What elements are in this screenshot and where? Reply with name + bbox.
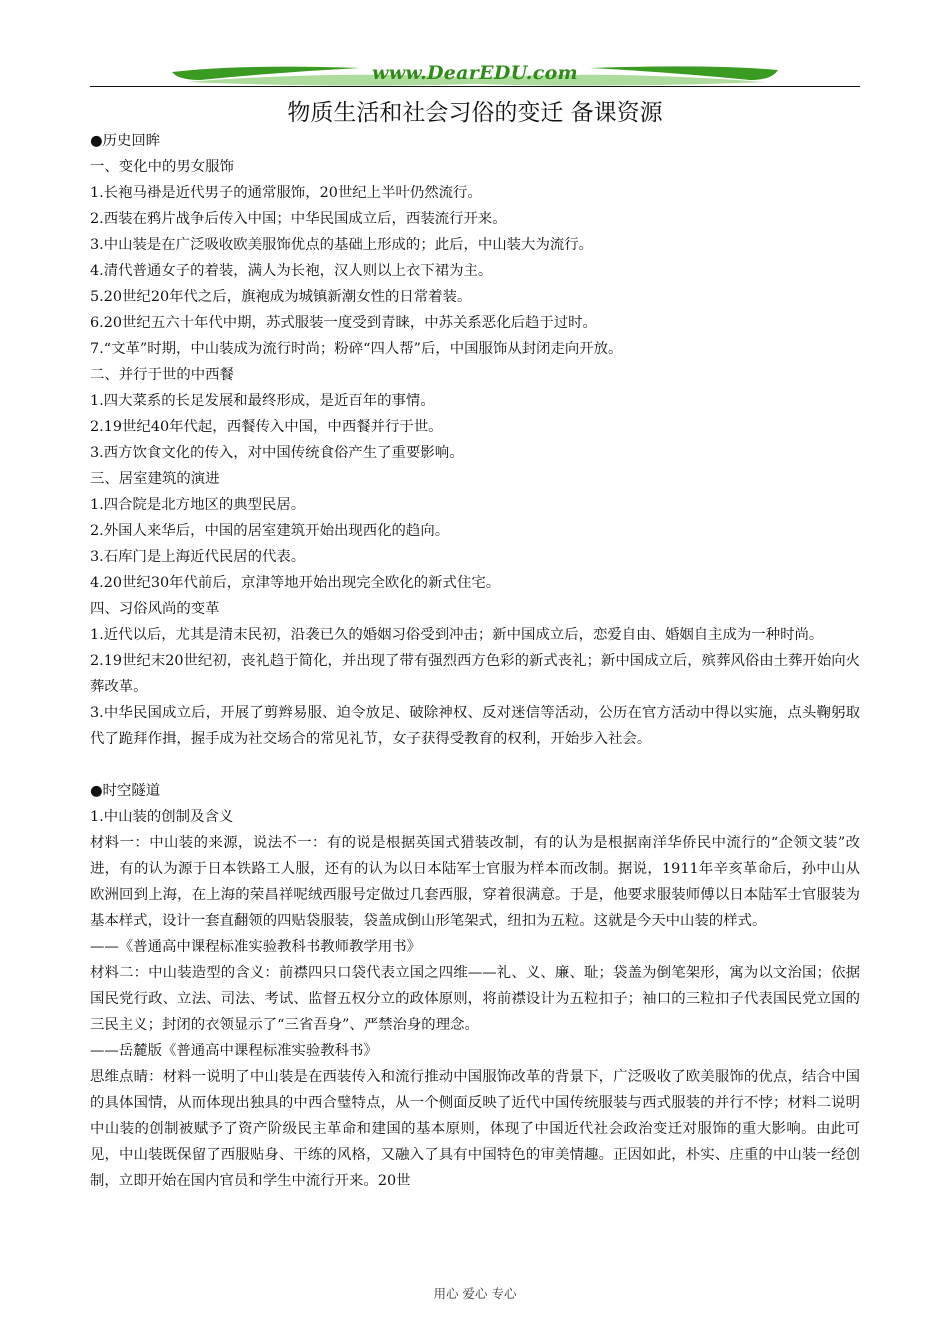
paragraph: 材料一：中山装的来源，说法不一：有的说是根据英国式猎装改制，有的认为是根据南洋华侨民中流行的“企领文装”改进，有的认为源于日本铁路工人服，还有的认为以日本陆军士官服为样本而改制。据说，1911年辛亥革命后，孙中山从欧洲回到上海，在上海的荣昌祥呢绒西服号定做过几套西服，穿着很满意。于是，他要求服装师傅以日本陆军士官服装为基本样式，设计一套直翻领的四贴袋服装，袋盖成倒山形笔架式，纽扣为五粒。这就是今天中山装的样式。 bbox=[90, 835, 860, 929]
paragraph: 2.19世纪40年代起，西餐传入中国，中西餐并行于世。 bbox=[90, 419, 443, 435]
paragraph: 3.中山装是在广泛吸收欧美服饰优点的基础上形成的；此后，中山装大为流行。 bbox=[90, 237, 594, 253]
paragraph: 6.20世纪五六十年代中期，苏式服装一度受到青睐，中苏关系恶化后趋于过时。 bbox=[90, 315, 597, 331]
paragraph: 1.四大菜系的长足发展和最终形成，是近百年的事情。 bbox=[90, 393, 435, 409]
paragraph: 1.四合院是北方地区的典型民居。 bbox=[90, 497, 306, 513]
subheading: 二、并行于世的中西餐 bbox=[90, 367, 234, 383]
paragraph: 2.西装在鸦片战争后传入中国；中华民国成立后，西装流行开来。 bbox=[90, 211, 507, 227]
source-citation: ——岳麓版《普通高中课程标准实验教科书》 bbox=[90, 1043, 378, 1059]
paragraph: 3.西方饮食文化的传入，对中国传统食俗产生了重要影响。 bbox=[90, 445, 464, 461]
subheading: 一、变化中的男女服饰 bbox=[90, 159, 234, 175]
section-heading: ●历史回眸 bbox=[90, 133, 161, 149]
blank-line bbox=[90, 752, 860, 778]
paragraph: 3.中华民国成立后，开展了剪辫易服、迫令放足、破除神权、反对迷信等活动，公历在官方活动中得以实施，点头鞠躬取代了跪拜作揖，握手成为社交场合的常见礼节，女子获得受教育的权利，开始步入社会。 bbox=[90, 705, 860, 747]
paragraph: 5.20世纪20年代之后，旗袍成为城镇新潮女性的日常着装。 bbox=[90, 289, 472, 305]
header-rule bbox=[90, 86, 860, 87]
paragraph: 7.“文革”时期，中山装成为流行时尚；粉碎“四人帮”后，中国服饰从封闭走向开放。 bbox=[90, 341, 623, 357]
paragraph: 材料二：中山装造型的含义：前襟四只口袋代表立国之四维——礼、义、廉、耻；袋盖为倒笔架形，寓为以文治国；依据国民党行政、立法、司法、考试、监督五权分立的政体原则，将前襟设计为五粒扣子；袖口的三粒扣子代表国民党立国的三民主义；封闭的衣领显示了“三省吾身”、严禁治身的理念。 bbox=[90, 965, 860, 1033]
page-footer: 用心 爱心 专心 bbox=[433, 1286, 517, 1301]
paragraph: 2.外国人来华后，中国的居室建筑开始出现西化的趋向。 bbox=[90, 523, 450, 539]
paragraph: 3.石库门是上海近代民居的代表。 bbox=[90, 549, 306, 565]
paragraph: 4.20世纪30年代前后，京津等地开始出现完全欧化的新式住宅。 bbox=[90, 575, 501, 591]
paragraph: 1.长袍马褂是近代男子的通常服饰，20世纪上半叶仍然流行。 bbox=[90, 185, 482, 201]
page-title: 物质生活和社会习俗的变迁 备课资源 bbox=[287, 100, 663, 126]
paragraph: 1.近代以后，尤其是清末民初，沿袭已久的婚姻习俗受到冲击；新中国成立后，恋爱自由、婚姻自主成为一种时尚。 bbox=[90, 627, 824, 643]
document-body bbox=[90, 128, 860, 1194]
paragraph: 4.清代普通女子的着装，满人为长袍，汉人则以上衣下裙为主。 bbox=[90, 263, 493, 279]
paragraph: 思维点睛：材料一说明了中山装是在西装传入和流行推动中国服饰改革的背景下，广泛吸收了欧美服饰的优点，结合中国的具体国情，从而体现出独具的中西合璧特点，从一个侧面反映了近代中国传统服装与西式服装的并行不悖；材料二说明中山装的创制被赋予了资产阶级民主革命和建国的基本原则，体现了中国近代社会政治变迁对服饰的重大影响。由此可见，中山装既保留了西服贴身、干练的风格，又融入了具有中国特色的审美情趣。正因如此，朴实、庄重的中山装一经创制，立即开始在国内官员和学生中流行开来。20世 bbox=[90, 1069, 860, 1189]
subheading: 四、习俗风尚的变革 bbox=[90, 601, 220, 617]
subheading: 三、居室建筑的演进 bbox=[90, 471, 220, 487]
section-heading: ●时空隧道 bbox=[90, 783, 161, 799]
site-logo-text[interactable]: www.DearEDU.com bbox=[372, 62, 578, 84]
subheading: 1.中山装的创制及含义 bbox=[90, 809, 234, 825]
source-citation: ——《普通高中课程标准实验教科书教师教学用书》 bbox=[90, 939, 421, 955]
paragraph: 2.19世纪末20世纪初，丧礼趋于简化，并出现了带有强烈西方色彩的新式丧礼；新中国成立后，殡葬风俗由土葬开始向火葬改革。 bbox=[90, 653, 860, 695]
